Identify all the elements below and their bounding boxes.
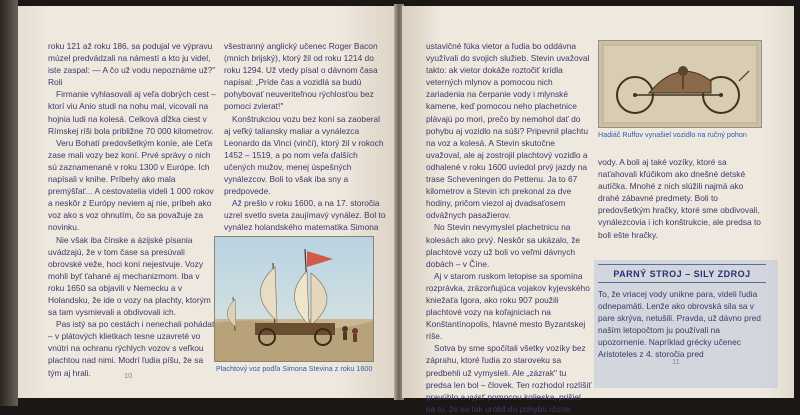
left-page xyxy=(18,6,396,398)
hand-vehicle-illustration xyxy=(598,40,762,128)
page-number: 10 xyxy=(124,371,133,380)
paragraph: To, že vriacej vody unikne para, videli ľudia odnepamäti. Lenže ako obrovská sila sa v pare skrýva, netušili. Pravda, už dávno pred naším letopočtom ju používali na upozornenie. Napríklad grécky učenec Aristoteles z 4. storočia pred xyxy=(598,289,761,360)
figure-caption: Hadiáč Ruffov vynašiel vozidlo na ručný pohon xyxy=(598,130,747,139)
figure-caption: Plachtový voz podľa Simona Stevina z roku 1600 xyxy=(216,364,373,373)
right-page xyxy=(402,6,794,414)
page-number: 11 xyxy=(672,357,680,366)
section-heading: PARNÝ STROJ – SILY ZDROJ xyxy=(613,269,751,279)
book-edge-shadow xyxy=(0,0,18,406)
paragraph: Konštrukciou vozu bez koní sa zaoberal aj veľký taliansky maliar a vynálezca Leonardo da Vinci (vinčí), ktorý žil v rokoch 1452 – 1519, a po nom veľa ďalších učených mužov, menej úspešných vynálezcov. Boli to však iba sny a predpovede. xyxy=(224,113,384,197)
left-col-2 xyxy=(224,40,386,233)
paragraph: No Stevin nevymyslel plachetnicu na kolesách ako prvý. Neskôr sa ukázalo, že plachtové vozy už boli vo veľmi dávnych dobách – v Číne. xyxy=(426,222,581,269)
paragraph: Až prešlo v roku 1600, a na 17. storočia uzrel svetlo sveta zaujímavý vynález. Bol to vynález holandského matematika Simona xyxy=(224,198,386,233)
paragraph: Nie však iba čínske a ázijské písania uvádzajú, že v tom čase sa presúvali obrovské veže, hoci koní nejestvuje. Vozy mohli byť ťahané aj mechanizmom. Iba v roku 1650 sa objavili v Nemecku a v Holandsku, že ide o vozy na plachty, ktorým sa tam vysmievali a obdivovali ich. xyxy=(48,234,211,318)
sail-wagon-drawing xyxy=(215,237,373,361)
paragraph: vody. A boli aj také vozíky, ktoré sa naťahovali kľúčikom ako dnešné detské autíčka. Mnohé z nich slúžili najmä ako drahé zábavné predmety. Boli to predovšetkým hračky, ktoré sme obdivovali, vynálezcovia i ich konštrukcie, ale predsa to boli ešte hračky. xyxy=(598,157,761,240)
paragraph: roku 121 až roku 186, sa podujal ve výpravu múzel predvádzali na námestí a kto ju videl, iste zaspal: — A čo už vodu nepoznáme už?" Roli xyxy=(48,41,216,88)
right-col-2 xyxy=(598,156,766,238)
paragraph: Aj v starom ruskom letopise sa spomína rozprávka, zrázorňujúca vojakov kyjevského kniežaťa Igora, ako roku 907 použili plachtové vozy na koľajniciach na Konštantínopolis, hlavné mesto Byzantskej ríše. xyxy=(426,270,590,342)
heading-rule-bottom xyxy=(598,282,766,283)
paragraph: Pas istý sa po cestách i nenechali pohádať – v plátových klietkach tesne uzavreté vo vnútri na ochranu rýchlych vozov s veľkou plachtou nad nimi. Modrí ľudia píšu, že sa tým aj hrali. xyxy=(48,319,216,378)
paragraph: všestranný anglický učenec Roger Bacon (mnich brijský), ktorý žil od roku 1214 do roku 1294. Už vtedy písal o dávnom časa napísal: „Príde čas a vozidlá sa budú pohybovať neuveriteľnou rýchlosťou bez pomoci zvierat!" xyxy=(224,41,378,112)
paragraph: Sotva by sme spočítali všetky vozíky bez záprahu, ktoré ľudia zo staroveku sa predbehli už vymysleli. Ale „zázrak" tu predsa len bol – človek. Ten rozhodol rozlíšiť pravúhlo a vyjsť pomocou kolieska, prišiel na to, že sa tak urobil do pohybu rôzne xyxy=(426,343,592,414)
right-col-1 xyxy=(426,40,592,414)
left-col-1 xyxy=(48,40,216,378)
hand-vehicle-drawing xyxy=(599,41,761,127)
paragraph: Firmanie vyhlasovali aj veľa dobrých cest – ktorí viu Anio studi na nohu mal, vicovali na hojnia ludi na kolesá. Celková dĺžka ciest v Rímskej ríši bola približne 70 000 kilometrov. xyxy=(48,89,216,136)
heading-rule-top xyxy=(598,264,766,265)
paragraph: ustavičné fúka vietor a ľudia bo oddávna využívali do svojich služieb. Stevin uvažoval takto: ak vietor dokáže roztočiť krídla veterných mlynov a pomocou nich zariadenia na čerpanie vody i mlynské kamene, keď pomocou neho plachetnice plávajú po mori, prečo by nemohol dať do pohybu aj vozidlo na súši? Pripevnil plachtu na voz a kolesá. A Stevin skutočne uvažoval, ale aj zostrojil plachtový vozidlo a odhalené v roku 1600 uviedol prvý jazdy na trase Scheveningen do Pettenu. Ja to 67 kilometrov a Stevin ich prekonal za dve hodiny, pričom viezol aj dvadsaťosem odvážnych pasažierov. xyxy=(426,41,590,221)
sail-wagon-illustration xyxy=(214,236,374,362)
right-col-3 xyxy=(598,288,766,384)
paragraph: Veru Bohatí predovšetkým koníe, ale Ľeťa zase mali vozy bez koní. Prvé správy o nich sú zaznamenané v roku 1300 v Európe. Ich napísali v knihe. Príbehy ako mala premýšľať... A cestovatelia videli 1 000 rokov a neskôr z Európy neviem aj nie, príbeh ako voz ako s voz ohnutím, čo sa považuje za novinku. xyxy=(48,137,214,233)
